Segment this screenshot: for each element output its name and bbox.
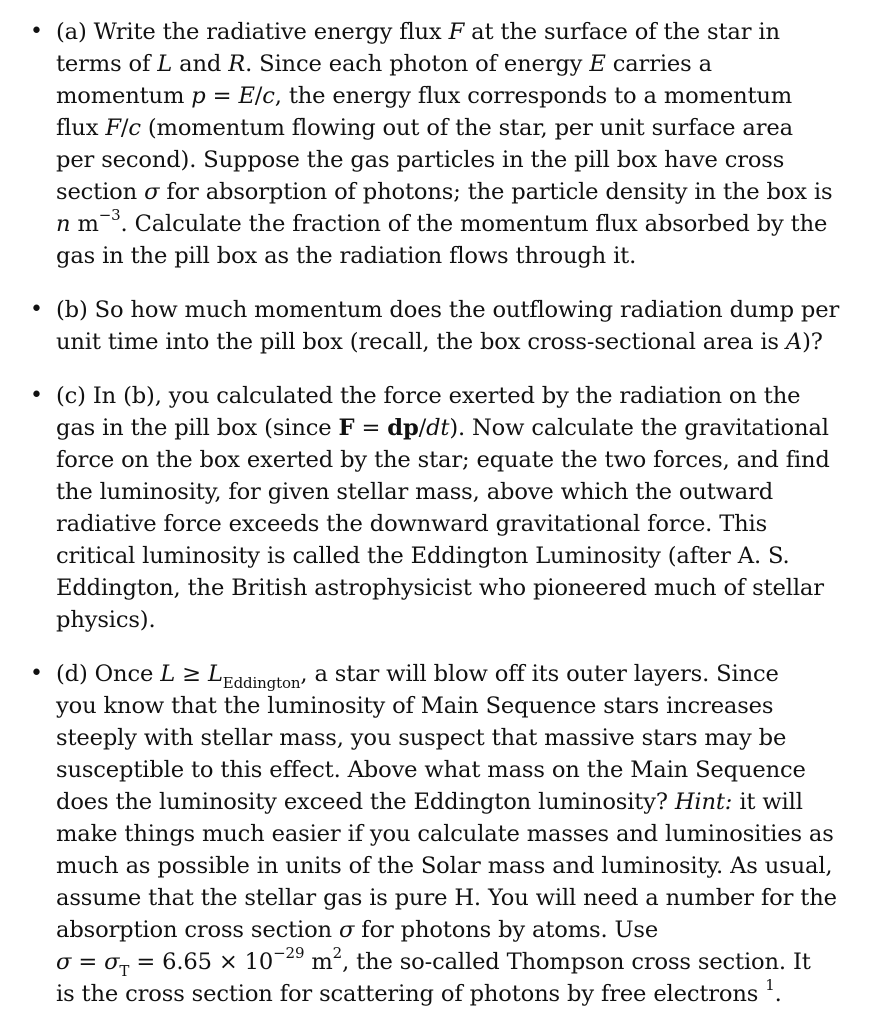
subscript: Eddington (222, 673, 301, 692)
text-segment: ≥ (175, 661, 208, 687)
text-line (56, 208, 856, 240)
math-symbol: Hint: (674, 789, 733, 815)
math-symbol: F (448, 19, 465, 45)
bold-symbol: d (387, 415, 403, 441)
text-line (56, 380, 856, 412)
text-line (56, 176, 856, 208)
text-line (56, 240, 856, 272)
math-symbol: F (105, 115, 121, 141)
text-line (56, 604, 856, 636)
text-line (56, 48, 856, 80)
text-segment: , a star will blow off its outer layers. Since (300, 661, 779, 687)
text-line (56, 540, 856, 572)
text-segment: / (254, 83, 263, 109)
text-segment: physics). (56, 607, 156, 633)
text-segment: )? (802, 329, 823, 355)
text-segment: (momentum flowing out of the star, per unit surface area (140, 115, 793, 141)
text-line (56, 658, 856, 690)
item-lines (56, 380, 856, 636)
math-symbol: A (785, 329, 803, 355)
text-segment: force on the box exerted by the star; equate the two forces, and find (56, 447, 830, 473)
math-symbol: p (191, 83, 206, 109)
math-symbol: σ (56, 949, 72, 975)
text-segment: is the cross section for scattering of photons by free electrons (56, 981, 766, 1007)
text-segment: flux (56, 115, 106, 141)
text-segment: m (70, 211, 99, 237)
text-line (56, 754, 856, 786)
math-symbol: σ (338, 917, 355, 943)
math-symbol: L (207, 661, 223, 687)
text-segment: . Calculate the fraction of the momentum flux absorbed by the (120, 211, 828, 237)
text-segment: , the so-called Thompson cross section. It (342, 949, 811, 975)
text-segment: momentum (56, 83, 192, 109)
math-symbol: dt (426, 415, 450, 441)
text-segment: m (304, 949, 333, 975)
math-symbol: L (157, 51, 173, 77)
item-lines (56, 294, 856, 358)
text-segment: gas in the pill box (since (56, 415, 339, 441)
text-line (56, 326, 856, 358)
text-line (56, 786, 856, 818)
text-segment: (c) In (b), you calculated the force exerted by the radiation on the (56, 383, 801, 409)
math-symbol: L (160, 661, 176, 687)
subscript: T (119, 961, 130, 980)
text-segment: for absorption of photons; the particle density in the box is (159, 179, 833, 205)
text-line (56, 850, 856, 882)
bold-symbol: F (338, 415, 355, 441)
text-segment: = 6.65 × 10 (129, 949, 274, 975)
text-segment: / (120, 115, 129, 141)
text-line (56, 946, 856, 978)
text-line (56, 508, 856, 540)
math-symbol: σ (104, 949, 120, 975)
bold-symbol: p (402, 415, 419, 441)
text-line (56, 80, 856, 112)
superscript: 1 (765, 976, 775, 995)
text-line (56, 294, 856, 326)
math-symbol: E (589, 51, 606, 77)
superscript: −29 (273, 944, 305, 963)
text-segment: absorption cross section (56, 917, 339, 943)
text-segment: per second). Suppose the gas particles in the pill box have cross (56, 147, 785, 173)
text-segment: (a) Write the radiative energy flux (56, 19, 449, 45)
text-segment: radiative force exceeds the downward gravitational force. This (56, 511, 768, 537)
text-line (56, 882, 856, 914)
text-segment: carries a (605, 51, 712, 77)
text-segment: terms of (56, 51, 158, 77)
bullet: • (30, 383, 43, 408)
text-segment: steeply with stellar mass, you suspect that massive stars may be (56, 725, 787, 751)
text-line (56, 112, 856, 144)
text-segment: susceptible to this effect. Above what mass on the Main Sequence (56, 757, 806, 783)
text-line (56, 476, 856, 508)
text-segment: gas in the pill box as the radiation flows through it. (56, 243, 637, 269)
item-lines (56, 16, 856, 272)
text-line (56, 978, 856, 1010)
text-segment: / (418, 415, 427, 441)
bullet: • (30, 297, 43, 322)
text-segment: much as possible in units of the Solar mass and luminosity. As usual, (56, 853, 833, 879)
text-segment: (d) Once (56, 661, 161, 687)
text-segment: = (205, 83, 239, 109)
superscript: 2 (332, 944, 343, 963)
text-line (56, 572, 856, 604)
text-segment: section (56, 179, 145, 205)
text-segment: = (71, 949, 105, 975)
problem-item-b (30, 294, 856, 358)
superscript: −3 (98, 206, 121, 225)
text-segment: the luminosity, for given stellar mass, above which the outward (56, 479, 774, 505)
math-symbol: c (128, 115, 141, 141)
text-segment: Eddington, the British astrophysicist who pioneered much of stellar (56, 575, 824, 601)
text-line (56, 444, 856, 476)
math-symbol: σ (144, 179, 160, 205)
text-segment: make things much easier if you calculate masses and luminosities as (56, 821, 834, 847)
text-segment: and (172, 51, 229, 77)
bullet: • (30, 19, 43, 44)
math-symbol: c (262, 83, 275, 109)
problem-item-c (30, 380, 856, 636)
text-line (56, 818, 856, 850)
text-segment: at the surface of the star in (464, 19, 780, 45)
text-segment: . Since each photon of energy (245, 51, 590, 77)
text-line (56, 690, 856, 722)
text-line (56, 914, 856, 946)
bullet: • (30, 661, 43, 686)
math-symbol: n (56, 211, 71, 237)
text-segment: = (354, 415, 388, 441)
text-segment: unit time into the pill box (recall, the box cross-sectional area is (56, 329, 786, 355)
text-segment: . (774, 981, 782, 1007)
text-segment: you know that the luminosity of Main Sequence stars increases (56, 693, 774, 719)
problem-item-d (30, 658, 856, 1010)
text-line (56, 722, 856, 754)
problem-item-a (30, 16, 856, 272)
text-segment: (b) So how much momentum does the outflowing radiation dump per (56, 297, 840, 323)
text-segment: does the luminosity exceed the Eddington luminosity? (56, 789, 675, 815)
math-symbol: R (228, 51, 246, 77)
text-segment: assume that the stellar gas is pure H. You will need a number for the (56, 885, 837, 911)
text-segment: ). Now calculate the gravitational (449, 415, 829, 441)
text-segment: for photons by atoms. Use (354, 917, 659, 943)
math-symbol: E (238, 83, 255, 109)
item-lines (56, 658, 856, 1010)
text-line (56, 144, 856, 176)
text-segment: critical luminosity is called the Eddington Luminosity (after A. S. (56, 543, 790, 569)
text-line (56, 412, 856, 444)
text-line (56, 16, 856, 48)
text-segment: it will (732, 789, 803, 815)
text-segment: , the energy flux corresponds to a momentum (274, 83, 793, 109)
